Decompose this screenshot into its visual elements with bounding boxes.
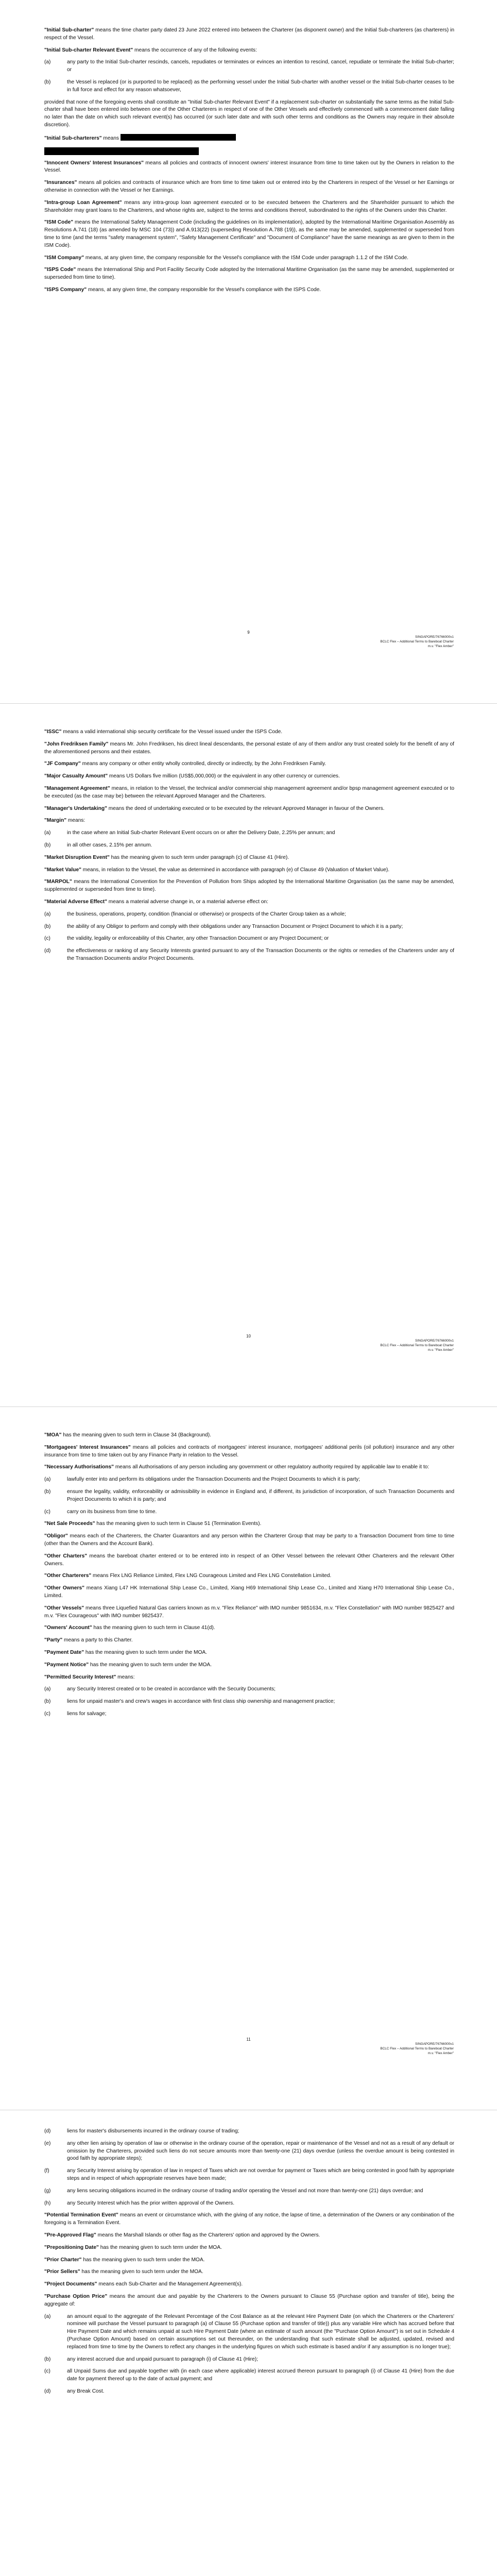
list-item: (c) liens for salvage; — [44, 1710, 107, 1717]
definition-paragraph: "Owners' Account" has the meaning given to such term in Clause 41(d). — [44, 1625, 215, 1631]
definition-paragraph: "Potential Termination Event" means an event or circumstance which, with the giving of any notice, the lapse of time, a determination of the Owners or any combination of the foregoing is a Termination Event. — [44, 2212, 455, 2226]
definition-paragraph: "Necessary Authorisations" means all Authorisations of any person including any government or other regulatory authority required by applicable law to enable it to: — [44, 1464, 430, 1470]
defined-term: "Owners' Account" — [44, 1625, 92, 1631]
definition-paragraph: "Margin" means: — [44, 818, 85, 824]
definition-paragraph: "Obligor" means each of the Charterers, the Charter Guarantors and any person within the Charterer Group that may be party to a Transaction Document from time to time (other than the Owners and the Account Bank). — [44, 1533, 454, 1547]
list-item: (c) carry on its business from time to time. — [44, 1509, 157, 1515]
defined-term: "Net Sale Proceeds" — [44, 1521, 95, 1527]
definition-paragraph: "Other Vessels" means three Liquefied Natural Gas carriers known as m.v. "Flex Reliance" with IMO number 9851634, m.v. "Flex Constellation" with IMO number 9825427 and m.v. "Flex Courageous" with IMO number 9825437. — [44, 1605, 454, 1619]
defined-term: "Mortgagees' Interest Insurances" — [44, 1444, 131, 1450]
defined-term: "Initial Sub-charter" — [44, 27, 94, 33]
page-body — [44, 27, 454, 299]
definition-paragraph: "JF Company" means any company or other entity wholly controlled, directly or indirectly, by the John Fredriksen Family. — [44, 761, 327, 767]
defined-term: "Other Charterers" — [44, 1573, 92, 1579]
definition-paragraph: "Market Disruption Event" has the meaning given to such term under paragraph (c) of Clause 41 (Hire). — [44, 854, 289, 860]
page-body — [44, 728, 454, 968]
page-footer: SINGAPORE/76766000v1 BCLC Flex – Additional Terms to Bareboat Charter m.v. "Flex Amber" — [380, 1339, 454, 1352]
defined-term: "Potential Termination Event" — [44, 2212, 118, 2218]
defined-term: "Innocent Owners' Interest Insurances" — [44, 160, 144, 166]
defined-term: "Prior Charter" — [44, 2257, 82, 2263]
defined-term: "Manager's Undertaking" — [44, 805, 107, 811]
defined-term: "Party" — [44, 1637, 63, 1643]
list-item: (f) any Security Interest arising by operation of law in respect of Taxes which are not overdue for payment or Taxes which are being contested in good faith by appropriate steps and in respect of which appropriate reserves have been made; — [44, 2168, 454, 2181]
defined-term: "John Fredriksen Family" — [44, 741, 109, 747]
definition-paragraph: "ISM Code" means the International Safety Management Code (including the guidelines on its implementation), adopted by the International Maritime Organisation Assembly as Resolutions A.741 (18) (as amended by MSC 104 (73)) and A.913(22) (superseding Resolution A.788 (19)), as the same may be amended, supplemented or superseded from time to time (and the terms "safety management system", "Safety Management Certificate" and "Document of Compliance" have the same meanings as are given to them in the ISM Code). — [44, 219, 454, 248]
definition-paragraph: "Prior Sellers" has the meaning given to such term under the MOA. — [44, 2269, 203, 2275]
list-item: (c) all Unpaid Sums due and payable together with (in each case where applicable) interest accrued thereon pursuant to paragraph (i) of Clause 41 (Hire) from the due date for payment thereof up to the date of actual payment; and — [44, 2368, 454, 2382]
definition-paragraph: "Mortgagees' Interest Insurances" means all policies and contracts of mortgagees' interest insurance, mortgagees' additional perils (oil pollution) insurance and any other insurance from time to time taken out by any Finance Party in relation to the Vessel. — [44, 1444, 454, 1458]
list-item: (c) the validity, legality or enforceability of this Charter, any other Transaction Document or any Project Document; or — [44, 936, 329, 942]
definition-paragraph: "Permitted Security Interest" means: — [44, 1674, 135, 1680]
definition-paragraph: "Prior Charter" has the meaning given to such term under the MOA. — [44, 2257, 205, 2263]
defined-term: "MOA" — [44, 1432, 62, 1438]
list-item: (g) any liens securing obligations incurred in the ordinary course of trading and/or operating the Vessel and not more than twenty-one (21) days overdue; and — [44, 2188, 423, 2194]
page-number: 9 — [247, 630, 250, 635]
page-footer: SINGAPORE/76766000v1 BCLC Flex – Additional Terms to Bareboat Charter m.v. "Flex Amber" — [380, 2042, 454, 2055]
page-number: 10 — [246, 1334, 251, 1338]
defined-term: "Initial Sub-charter Relevant Event" — [44, 47, 133, 53]
list-item: (h) any Security Interest which has the prior written approval of the Owners. — [44, 2200, 235, 2206]
defined-term: "Management Agreement" — [44, 785, 110, 791]
page-body — [44, 2128, 454, 2400]
definition-paragraph: "Party" means a party to this Charter. — [44, 1637, 133, 1643]
definition-paragraph: "Payment Date" has the meaning given to such term under the MOA. — [44, 1649, 208, 1655]
list-item: (a) any Security Interest created or to be created in accordance with the Security Documents; — [44, 1686, 276, 1692]
defined-term: "Prepositioning Date" — [44, 2244, 99, 2250]
defined-term: "Major Casualty Amount" — [44, 773, 108, 779]
definition-paragraph: "ISPS Company" means, at any given time, the company responsible for the Vessel's compliance with the ISPS Code. — [44, 286, 321, 293]
defined-term: "Payment Date" — [44, 1649, 84, 1655]
defined-term: "Pre-Approved Flag" — [44, 2232, 96, 2238]
definition-paragraph: "Initial Sub-charterers" means — [44, 134, 454, 143]
list-item: (b) the Vessel is replaced (or is purported to be replaced) as the performing vessel under the Initial Sub-charter with another vessel or the Initial Sub-charter ceases to be in full force and effect for any reason whatsoever, — [44, 79, 454, 93]
definition-paragraph: "ISPS Code" means the International Ship and Port Facility Security Code adopted by the International Maritime Organisation (as the same may be amended, supplemented or superseded from time to time). — [44, 267, 454, 281]
document-page-12 — [0, 2110, 497, 2576]
defined-term: "Market Disruption Event" — [44, 854, 110, 860]
defined-term: "ISM Code" — [44, 219, 74, 226]
list-item: (b) liens for unpaid master's and crew's wages in accordance with first class ship ownership and management practice; — [44, 1699, 335, 1705]
list-item: (b) the ability of any Obligor to perform and comply with their obligations under any Transaction Document or Project Document to which it is a party; — [44, 923, 403, 929]
definition-paragraph: "Net Sale Proceeds" has the meaning given to such term in Clause 51 (Termination Events). — [44, 1521, 262, 1527]
definition-paragraph: "Purchase Option Price" means the amount due and payable by the Charterers to the Owners pursuant to Clause 55 (Purchase option and transfer of title), being the aggregate of: — [44, 2293, 454, 2307]
defined-term: "Margin" — [44, 818, 67, 824]
list-item: (a) lawfully enter into and perform its obligations under the Transaction Documents and the Project Documents to which it is party; — [44, 1477, 361, 1483]
definition-paragraph: "Initial Sub-charter" means the time charter party dated 23 June 2022 entered into between the Charterer (as disponent owner) and the Initial Sub-charterers (as charterers) in respect of the Vessel. — [44, 27, 454, 41]
page-number: 11 — [246, 2037, 251, 2042]
definition-paragraph: "Payment Notice" has the meaning given to such term under the MOA. — [44, 1662, 212, 1668]
definition-paragraph: "MOA" has the meaning given to such term in Clause 34 (Background). — [44, 1432, 211, 1438]
definition-paragraph: "Major Casualty Amount" means US Dollars five million (US$5,000,000) or the equivalent in any other currency or currencies. — [44, 773, 340, 779]
definition-paragraph: "MARPOL" means the International Convention for the Prevention of Pollution from Ships adopted by the International Maritime Organisation (as the same may be amended, supplemented or superseded from time to time). — [44, 879, 454, 893]
definition-paragraph: "John Fredriksen Family" means Mr. John Fredriksen, his direct lineal descendants, the personal estate of any of them and/or any trust created solely for the benefit of any of the aforementioned persons and their estates. — [44, 741, 454, 755]
definition-paragraph: "Other Charters" means the bareboat charter entered or to be entered into in respect of an Other Vessel between the relevant Other Charterers and the relevant Other Owners. — [44, 1553, 454, 1567]
definition-paragraph: "Initial Sub-charter Relevant Event" means the occurrence of any of the following events: — [44, 47, 257, 53]
list-item: (e) any other lien arising by operation of law or otherwise in the ordinary course of the operation, repair or maintenance of the Vessel and not as a result of any default or omission by the Charterers, provided such liens do not secure amounts more than twenty-one (21) days overdue (unless the overdue amount is being contested in good faith by appropriate steps); — [44, 2140, 454, 2162]
defined-term: "Insurances" — [44, 180, 77, 186]
definition-paragraph: "Insurances" means all policies and contracts of insurance which are from time to time taken out or entered into by the Charterers in respect of the Vessel or her Earnings or otherwise in connection with the Vessel or her Earnings. — [44, 180, 454, 193]
definition-paragraph: "Management Agreement" means, in relation to the Vessel, the technical and/or commercial ship management agreement and/or bpsp management agreement executed or to be executed (as the case may be) between the relevant Approved Manager and the Charterers. — [44, 785, 454, 799]
defined-term: "ISM Company" — [44, 255, 84, 261]
defined-term: "Prior Sellers" — [44, 2269, 80, 2275]
list-item: (a) an amount equal to the aggregate of the Relevant Percentage of the Cost Balance as at the relevant Hire Payment Date (on which the Charterers or the Charterers' nominee will purchase the Vessel pursuant to paragraph (a) of Clause 55 (Purchase option and transfer of title)) plus any variable Hire which has accrued before that Hire Payment Date and which remains unpaid at such Hire Payment Date (where an estimate of such amount (the "Purchase Option Amount") is set out in Schedule 4 (Purchase Option Amount) based on certain assumptions set out thereunder, on the understanding that such estimate shall be adjusted, updated, revised and replaced from time to time by the Owners to reflect any changes in the underlying figures on which such estimate is based and/or if any assumption is no longer true); — [44, 2313, 454, 2350]
defined-term: "Payment Notice" — [44, 1662, 89, 1668]
definition-paragraph: "Prepositioning Date" has the meaning given to such term under the MOA. — [44, 2244, 222, 2250]
defined-term: "Market Value" — [44, 867, 81, 873]
definition-paragraph: "Other Charterers" means Flex LNG Reliance Limited, Flex LNG Courageous Limited and Flex LNG Constellation Limited. — [44, 1573, 332, 1579]
list-item: (d) the effectiveness or ranking of any Security Interests granted pursuant to any of the Transaction Documents or the rights or remedies of the Charterers under any of the Transaction Documents and/or Project Documents. — [44, 948, 454, 961]
defined-term: "ISSC" — [44, 729, 62, 735]
defined-term: "Initial Sub-charterers" — [44, 135, 102, 141]
definition-paragraph: "Material Adverse Effect" means a material adverse change in, or a material adverse effect on: — [44, 899, 268, 905]
defined-term: "Material Adverse Effect" — [44, 899, 107, 905]
defined-term: "JF Company" — [44, 761, 81, 767]
redaction-bar — [121, 134, 236, 141]
document-page-10 — [0, 703, 497, 1406]
page-footer: SINGAPORE/76766000v1 BCLC Flex – Additional Terms to Bareboat Charter m.v. "Flex Amber" — [380, 635, 454, 648]
list-item: (b) ensure the legality, validity, enforceability or admissibility in evidence in England and, if different, its jurisdiction of incorporation, of such Transaction Documents and Project Documents to which it is party; and — [44, 1488, 454, 1502]
page-body — [44, 1432, 454, 1723]
defined-term: "Intra-group Loan Agreement" — [44, 199, 122, 206]
list-item: (d) liens for master's disbursements incurred in the ordinary course of trading; — [44, 2128, 239, 2134]
defined-term: "Other Owners" — [44, 1585, 84, 1591]
definition-paragraph: "Project Documents" means each Sub-Charter and the Management Agreement(s). — [44, 2281, 243, 2287]
defined-term: "ISPS Company" — [44, 286, 87, 293]
defined-term: "Obligor" — [44, 1533, 68, 1539]
definition-paragraph: "Intra-group Loan Agreement" means any intra-group loan agreement executed or to be executed between the Charterers and the Shareholder pursuant to which the Shareholder may grant loans to the Charterers, and whose rights are, subject to the terms and conditions thereof, subordinated to the rights of the Owners under this Charter. — [44, 199, 454, 213]
defined-term: "Project Documents" — [44, 2281, 97, 2287]
list-item: (b) in all other cases, 2.15% per annum. — [44, 842, 152, 848]
list-item: (a) the business, operations, property, condition (financial or otherwise) or prospects of the Charter Group taken as a whole; — [44, 911, 346, 917]
definition-paragraph: "Pre-Approved Flag" means the Marshall Islands or other flag as the Charterers' option and approved by the Owners. — [44, 2232, 320, 2238]
definition-paragraph: "Manager's Undertaking" means the deed of undertaking executed or to be executed by the relevant Approved Manager in favour of the Owners. — [44, 805, 385, 811]
defined-term: "MARPOL" — [44, 879, 72, 885]
defined-term: "Other Vessels" — [44, 1605, 84, 1611]
proviso-paragraph: provided that none of the foregoing events shall constitute an "Initial Sub-charter Relevant Event" if a replacement sub-charter on substantially the same terms as the Initial Sub-charter shall have been entered into between one of the Other Charterers in respect of one of the Other Vessels and effectively commenced with a commencement date falling no later than the date on which such relevant event(s) has occurred (or such later date and with such other terms and conditions as the Owners may require in their absolute discretion). — [44, 99, 454, 128]
defined-term: "Other Charters" — [44, 1553, 88, 1559]
definition-paragraph: "ISSC" means a valid international ship security certificate for the Vessel issued under the ISPS Code. — [44, 729, 283, 735]
defined-term: "Permitted Security Interest" — [44, 1674, 116, 1680]
defined-term: "Purchase Option Price" — [44, 2293, 108, 2299]
definition-paragraph: "Innocent Owners' Interest Insurances" means all policies and contracts of innocent owners' interest insurance from time to time taken out by the Owners in relation to the Vessel. — [44, 160, 454, 174]
list-item: (b) any interest accrued due and unpaid pursuant to paragraph (i) of Clause 41 (Hire); — [44, 2356, 258, 2362]
defined-term: "ISPS Code" — [44, 267, 76, 273]
list-item: (a) any party to the Initial Sub-charter rescinds, cancels, repudiates or terminates or evinces an intention to rescind, cancel, repudiate or terminate the Initial Sub-charter; or — [44, 59, 454, 73]
redaction-bar — [44, 147, 199, 155]
list-item: (a) in the case where an Initial Sub-charter Relevant Event occurs on or after the Delivery Date, 2.25% per annum; and — [44, 830, 335, 836]
list-item: (d) any Break Cost. — [44, 2388, 105, 2394]
definition-paragraph: "Other Owners" means Xiang L47 HK International Ship Lease Co., Limited, Xiang H69 International Ship Lease Co., Limited and Xiang H70 International Ship Lease Co., Limited. — [44, 1585, 454, 1599]
document-page-9 — [0, 0, 497, 703]
definition-paragraph: "ISM Company" means, at any given time, the company responsible for the Vessel's compliance with the ISM Code under paragraph 1.1.2 of the ISM Code. — [44, 255, 408, 261]
defined-term: "Necessary Authorisations" — [44, 1464, 114, 1470]
document-page-11 — [0, 1406, 497, 2110]
definition-paragraph: "Market Value" means, in relation to the Vessel, the value as determined in accordance with paragraph (e) of Clause 49 (Valuation of Market Value). — [44, 867, 390, 873]
